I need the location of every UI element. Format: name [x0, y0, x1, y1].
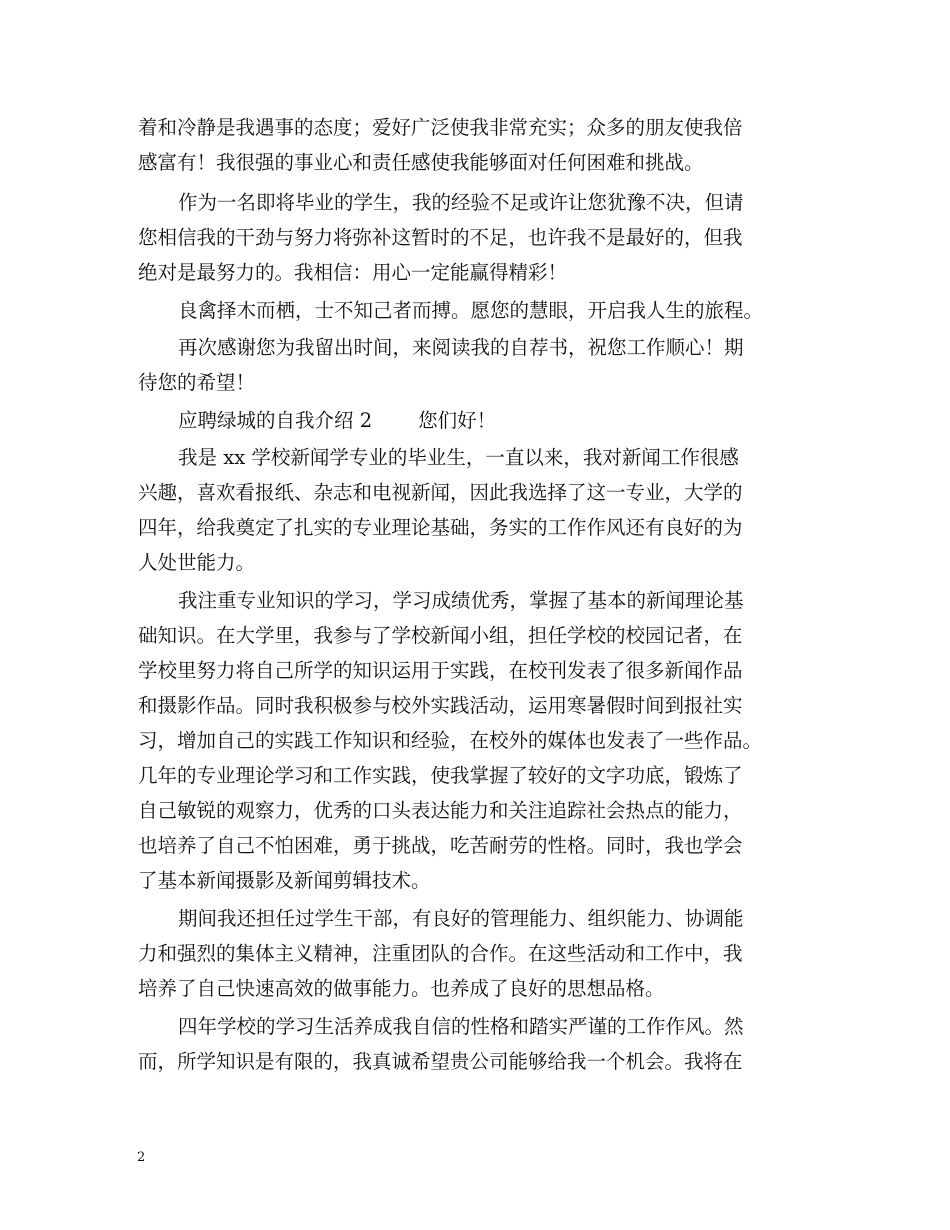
text-line: 人处世能力。 [138, 551, 256, 574]
text-line: 而，所学知识是有限的，我真诚希望贵公司能够给我一个机会。我将在 [138, 1050, 743, 1073]
text-line: 感富有！我很强的事业心和责任感使我能够面对任何困难和挑战。 [138, 151, 704, 174]
text-line: 着和冷静是我遇事的态度；爱好广泛使我非常充实；众多的朋友使我倍 [138, 116, 743, 139]
text-line: 也培养了自己不怕困难，勇于挑战，吃苦耐劳的性格。同时，我也学会 [138, 834, 743, 857]
text-line: 力和强烈的集体主义精神，注重团队的合作。在这些活动和工作中，我 [138, 942, 743, 965]
section-heading-line [178, 411, 496, 431]
page-number: 2 [137, 1150, 146, 1165]
text-line: 我是 xx 学校新闻学专业的毕业生，一直以来，我对新闻工作很感 [178, 446, 739, 469]
text-line: 培养了自己快速高效的做事能力。也养成了良好的思想品格。 [138, 977, 665, 1000]
section-heading: 应聘绿城的自我介绍 2 [178, 409, 373, 432]
text-line: 良禽择木而栖，士不知己者而搏。愿您的慧眼，开启我人生的旅程。 [178, 299, 764, 322]
text-line: 兴趣，喜欢看报纸、杂志和电视新闻，因此我选择了这一专业，大学的 [138, 481, 743, 504]
text-line: 四年学校的学习生活养成我自信的性格和踏实严谨的工作作风。然 [178, 1015, 744, 1038]
text-line: 自己敏锐的观察力，优秀的口头表达能力和关注追踪社会热点的能力， [138, 799, 743, 822]
text-line: 绝对是最努力的。我相信：用心一定能赢得精彩！ [138, 261, 568, 284]
greeting: 您们好！ [418, 409, 497, 432]
text-line: 了基本新闻摄影及新闻剪辑技术。 [138, 869, 431, 892]
text-line: 和摄影作品。同时我积极参与校外实践活动，运用寒暑假时间到报社实 [138, 694, 743, 717]
text-line: 习，增加自己的实践工作知识和经验，在校外的媒体也发表了一些作品。 [138, 729, 763, 752]
text-line: 期间我还担任过学生干部，有良好的管理能力、组织能力、协调能 [178, 907, 744, 930]
text-line: 学校里努力将自己所学的知识运用于实践，在校刊发表了很多新闻作品 [138, 659, 743, 682]
text-line: 作为一名即将毕业的学生，我的经验不足或许让您犹豫不决，但请 [178, 191, 744, 214]
text-line: 再次感谢您为我留出时间，来阅读我的自荐书，祝您工作顺心！期 [178, 336, 744, 359]
text-line: 您相信我的干劲与努力将弥补这暂时的不足，也许我不是最好的，但我 [138, 226, 743, 249]
text-line: 几年的专业理论学习和工作实践，使我掌握了较好的文字功底，锻炼了 [138, 764, 743, 787]
text-line: 我注重专业知识的学习，学习成绩优秀，掌握了基本的新闻理论基 [178, 589, 744, 612]
text-line: 础知识。在大学里，我参与了学校新闻小组，担任学校的校园记者，在 [138, 624, 743, 647]
text-line: 待您的希望！ [138, 371, 256, 394]
text-line: 四年，给我奠定了扎实的专业理论基础，务实的工作作风还有良好的为 [138, 516, 743, 539]
